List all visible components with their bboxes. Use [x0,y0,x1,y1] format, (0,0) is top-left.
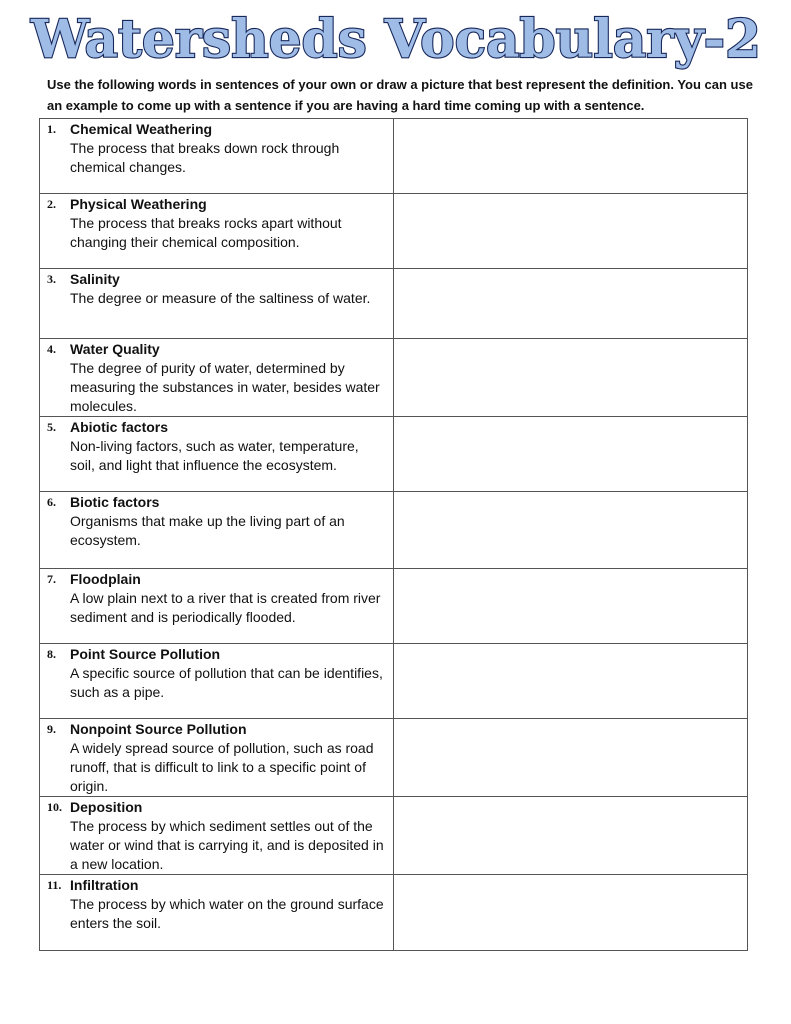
vocab-row [40,417,748,492]
vocab-row [40,194,748,269]
term-block [40,339,393,416]
answer-space[interactable] [394,492,748,569]
answer-space[interactable] [394,119,748,194]
vocab-term: Floodplain [70,571,141,587]
definition-cell [40,492,394,569]
vocab-row [40,797,748,875]
definition-cell [40,417,394,492]
title-banner [0,0,791,72]
term-block [40,797,393,874]
vocab-row [40,875,748,951]
term-number: 1. [47,122,56,136]
answer-space[interactable] [394,569,748,644]
answer-space[interactable] [394,797,748,875]
vocab-term: Biotic factors [70,494,160,510]
definition-cell [40,269,394,339]
definition-cell [40,875,394,951]
term-block [40,719,393,796]
term-number: 11. [47,878,62,892]
title-graphic [0,0,791,72]
term-number: 7. [47,572,56,586]
term-number: 2. [47,197,56,211]
vocab-definition: A widely spread source of pollution, such as road runoff, that is difficult to link to a specific point of origin. [70,740,374,794]
term-block [40,492,393,550]
vocab-term: Chemical Weathering [70,121,213,137]
term-number: 9. [47,722,56,736]
definition-cell [40,719,394,797]
term-block [40,875,393,933]
vocab-row [40,492,748,569]
vocab-definition: Non-living factors, such as water, temperature, soil, and light that influence the ecosystem. [70,438,359,473]
answer-space[interactable] [394,194,748,269]
definition-cell [40,797,394,875]
answer-space[interactable] [394,417,748,492]
vocab-definition: The process by which water on the ground surface enters the soil. [70,896,384,931]
definition-cell [40,339,394,417]
definition-cell [40,119,394,194]
term-number: 4. [47,342,56,356]
definition-cell [40,569,394,644]
vocab-row [40,269,748,339]
term-block [40,417,393,475]
vocab-definition: A low plain next to a river that is created from river sediment and is periodically flooded. [70,590,381,625]
vocab-term: Infiltration [70,877,139,893]
vocab-term: Physical Weathering [70,196,207,212]
vocab-row [40,119,748,194]
vocab-term: Nonpoint Source Pollution [70,721,247,737]
answer-space[interactable] [394,339,748,417]
term-block [40,269,393,308]
term-number: 5. [47,420,56,434]
term-block [40,569,393,627]
vocab-definition: The process by which sediment settles out of the water or wind that is carrying it, and is deposited in a new location. [70,818,384,872]
definition-cell [40,644,394,719]
term-number: 3. [47,272,56,286]
vocab-row [40,569,748,644]
vocab-definition: The process that breaks rocks apart without changing their chemical composition. [70,215,342,250]
vocab-term: Abiotic factors [70,419,169,435]
vocab-definition: The process that breaks down rock through chemical changes. [70,140,340,175]
answer-space[interactable] [394,644,748,719]
answer-space[interactable] [394,269,748,339]
vocab-definition: A specific source of pollution that can be identifies, such as a pipe. [70,665,383,700]
vocab-row [40,644,748,719]
page-title: Watersheds Vocabulary-2 [30,9,762,70]
vocab-term: Deposition [70,799,143,815]
vocab-term: Point Source Pollution [70,646,221,662]
term-number: 10. [47,800,62,814]
answer-space[interactable] [394,719,748,797]
answer-space[interactable] [394,875,748,951]
vocab-definition: Organisms that make up the living part of an ecosystem. [70,513,345,548]
definition-cell [40,194,394,269]
term-block [40,194,393,252]
vocabulary-table [39,118,748,951]
vocab-definition: The degree of purity of water, determined by measuring the substances in water, besides water molecules. [70,360,380,414]
vocab-definition: The degree or measure of the saltiness of water. [70,290,371,306]
term-number: 6. [47,495,56,509]
vocab-row [40,719,748,797]
term-block [40,644,393,702]
vocab-row [40,339,748,417]
term-block [40,119,393,177]
term-number: 8. [47,647,56,661]
instructions: Use the following words in sentences of your own or draw a picture that best represent the definition. You can use an example to come up with a sentence if you are having a hard time coming up with a sentence. [47,77,753,113]
vocab-term: Salinity [70,271,120,287]
vocab-term: Water Quality [70,341,160,357]
